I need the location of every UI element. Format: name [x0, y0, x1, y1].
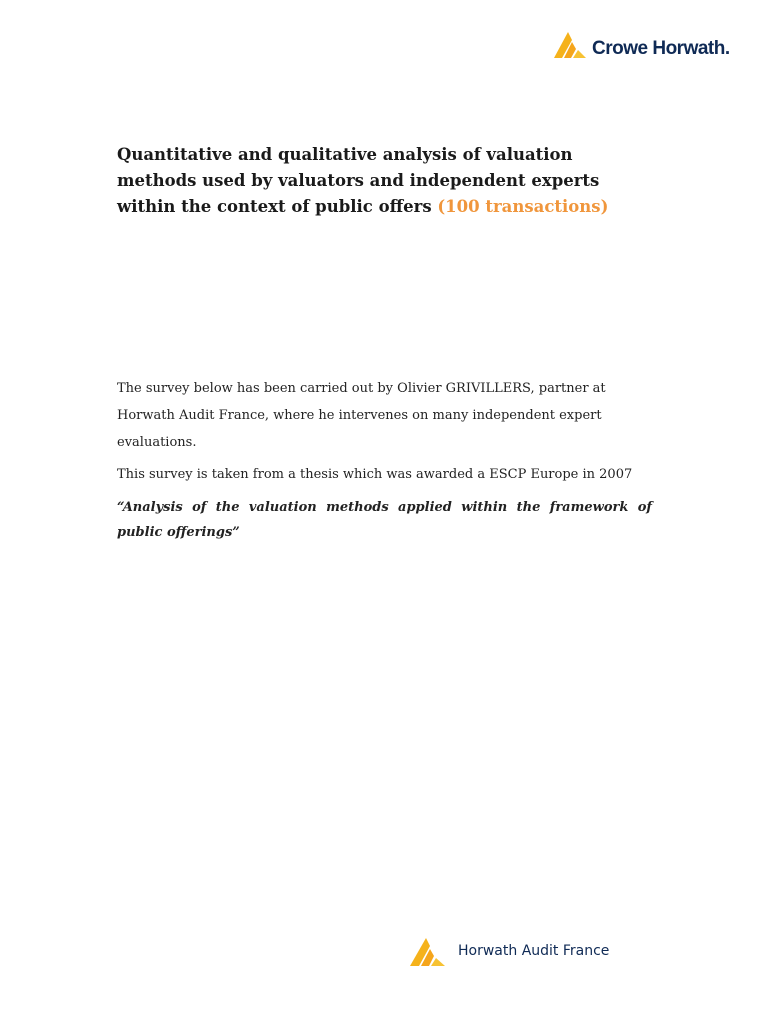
header-logo — [552, 28, 730, 60]
crowe-horwath-flame-icon — [552, 28, 588, 60]
thesis-paragraph: This survey is taken from a thesis which was awarded a ESCP Europe in 2007 — [117, 467, 633, 482]
survey-paragraph: The survey below has been carried out by Olivier GRIVILLERS, partner at Horwath Audit France, where he intervenes on many independent expert evaluations. — [117, 381, 606, 450]
title-accent: (100 transactions) — [437, 197, 609, 216]
brand-name: Crowe Horwath. — [592, 38, 730, 59]
thesis-title-quote: “Analysis of the valuation methods applied within the framework of public offerings” — [117, 500, 652, 540]
body-text — [117, 375, 652, 545]
page-title — [117, 142, 657, 220]
horwath-flame-icon — [408, 934, 448, 968]
title-text: Quantitative and qualitative analysis of valuation methods used by valuators and independent experts within the context of public offers — [117, 145, 600, 216]
footer-logo — [408, 934, 609, 968]
footer-brand-name: Horwath Audit France — [458, 943, 610, 959]
